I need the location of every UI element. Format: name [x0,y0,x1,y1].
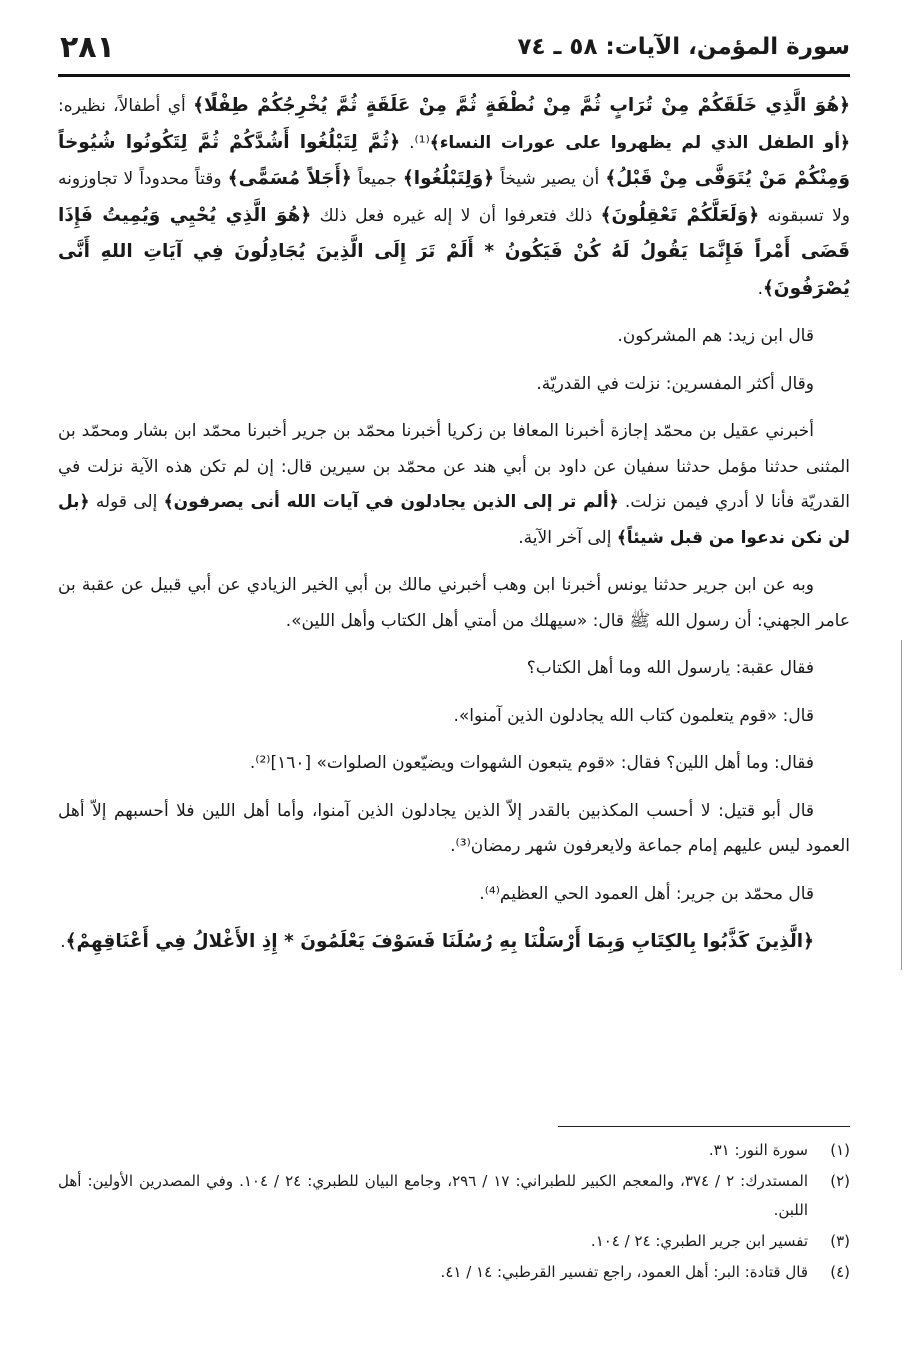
paragraph-p8 [58,746,850,782]
footnote-number: (٤) [830,1263,850,1281]
paragraph-p4 [58,414,850,556]
paragraph-p11 [58,924,850,961]
text-run: فقال: وما أهل اللين؟ فقال: «قوم يتبعون الشهوات ويضيّعون الصلوات» [١٦٠]⁽²⁾. [249,753,814,773]
quran-verse: ﴿وَلَعَلَّكُمْ تَعْقِلُونَ﴾ [600,204,760,226]
header-rule [58,74,850,77]
footnote-1 [58,1136,850,1165]
footnote-text: تفسير ابن جرير الطبري: ٢٤ / ١٠٤. [590,1232,808,1250]
main-text [58,88,850,973]
paragraph-p3 [58,367,850,403]
text-run: أي أطفالاً، نظيره: [58,96,194,116]
text-run: . [757,278,763,299]
quran-verse: ﴿وَلِتَبْلُغُوا﴾ [402,168,495,189]
quran-verse: ﴿أَجَلاً مُسَمًّى﴾ [227,168,352,189]
paragraph-p7 [58,699,850,735]
text-run: قال: «قوم يتعلمون كتاب الله يجادلون الذين آمنوا». [453,705,814,726]
text-run: وقتاً محدوداً لا تجاوزونه ولا تسبقونه [58,169,850,226]
footnote-3 [58,1227,850,1256]
text-run: قال ابن زيد: هم المشركون. [617,326,814,346]
margin-scan-line [901,640,902,970]
quran-verse: ﴿هُوَ الَّذِي يُحْيِي وَيُمِيتُ فَإِذَا قَضَى أَمْراً فَإِنَّمَا يَقُولُ لَهُ كُنْ فَيَكُونُ * أَلَمْ تَرَ إِلَى الَّذِينَ يُجَادِلُونَ فِي آيَاتِ اللهِ أَنَّى يُصْرَفُونَ﴾ [58,204,850,299]
text-run: . [60,932,66,952]
text-run: قال محمّد بن جرير: أهل العمود الحي العظيم⁽⁴⁾. [479,883,814,904]
footnote-number: (١) [830,1141,850,1159]
text-run: أن يصير شيخاً [494,169,606,189]
quran-verse: ﴿الَّذِينَ كَذَّبُوا بِالكِتَابِ وَبِمَا أَرْسَلْنَا بِهِ رُسُلَنَا فَسَوْفَ يَعْلَمُونَ * إِذِ الأَغْلالُ فِي أَعْنَاقِهِمْ﴾ [65,931,814,952]
footnote-text: المستدرك: ٢ / ٣٧٤، والمعجم الكبير للطبراني: ١٧ / ٢٩٦، وجامع البيان للطبري: ٢٤ / ١٠٤. وفي المصدرين الأولين: أهل اللبن. [58,1172,809,1219]
text-run: ⁽¹⁾. [400,132,430,153]
paragraph-p9 [58,794,850,865]
bold-quote: ﴿ألم تر إلى الذين يجادلون في آيات الله أنى يصرفون﴾ [163,492,619,512]
text-run: وقال أكثر المفسرين: نزلت في القدريّة. [536,373,814,394]
quran-verse: ﴿ثُمَّ لِتَبْلُغُوا أَشُدَّكُمْ ثُمَّ لِتَكُونُوا شُيُوخاً وَمِنْكُمْ مَنْ يُتَوَفَّى مِنْ قَبْلُ﴾ [58,131,851,189]
footnote-number: (٣) [830,1232,850,1250]
text-run: ذلك فتعرفوا أن لا إله غيره فعل ذلك [311,205,601,226]
text-run: وبه عن ابن جرير حدثنا يونس أخبرنا ابن وهب أخبرني مالك بن أبي الخير الزيادي عن أبي قبيل عن عقبة بن عامر الجهني: أن رسول الله ﷺ قال: «سيهلك من أمتي أهل الكتاب وأهل اللين». [58,575,850,631]
page-header [58,30,850,78]
paragraph-p6 [58,651,850,687]
footnote-text: سورة النور: ٣١. [708,1141,808,1159]
text-run: جميعاً [351,169,403,189]
running-head-surah: سورة المؤمن، الآيات: ٥٨ ـ ٧٤ [517,34,850,60]
bold-quote: ﴿أو الطفل الذي لم يظهروا على عورات النساء﴾ [429,132,851,153]
footnote-4 [58,1258,850,1287]
text-run: إلى قوله [89,492,164,512]
page-number: ٢٨١ [60,30,115,65]
quran-verse: ﴿هُوَ الَّذِي خَلَقَكُمْ مِنْ تُرَابٍ ثُمَّ مِنْ نُطْفَةٍ ثُمَّ مِنْ عَلَقَةٍ ثُمَّ يُخْرِجُكُمْ طِفْلًا﴾ [193,95,851,116]
text-run: إلى آخر الآية. [518,527,617,548]
footnote-separator [558,1126,850,1127]
footnote-number: (٢) [830,1172,850,1190]
paragraph-p10 [58,877,850,913]
footnote-2 [58,1167,850,1225]
text-run: فقال عقبة: يارسول الله وما أهل الكتاب؟ [526,658,814,678]
footnotes [58,1136,850,1289]
text-run: قال أبو قتيل: لا أحسب المكذبين بالقدر إلاّ الذين يجادلون الذين آمنوا، وأما أهل اللين فلا أحسبهم إلاّ أهل العمود ليس عليهم إمام جماعة ولايعرفون شهر رمضان⁽³⁾. [58,800,850,856]
footnote-text: قال قتادة: البر: أهل العمود، راجع تفسير القرطبي: ١٤ / ٤١. [440,1263,808,1281]
bold-quote: ﴿بل لن نكن ندعوا من قبل شيئاً﴾ [58,492,850,548]
paragraph-p5 [58,568,850,639]
text-run: أخبرني عقيل بن محمّد إجازة أخبرنا المعافا بن زكريا أخبرنا محمّد بن جرير أخبرنا محمّد ابن بشار ومحمّد بن المثنى حدثنا مؤمل حدثنا سفيان عن داود بن أبي هند عن محمّد بن سيرين قال: إن لم تكن هذه الآية نزلت في القدريّة فأنا لا أدري فيمن نزلت. [58,421,850,512]
paragraph-p1 [58,88,850,307]
paragraph-p2 [58,319,850,355]
